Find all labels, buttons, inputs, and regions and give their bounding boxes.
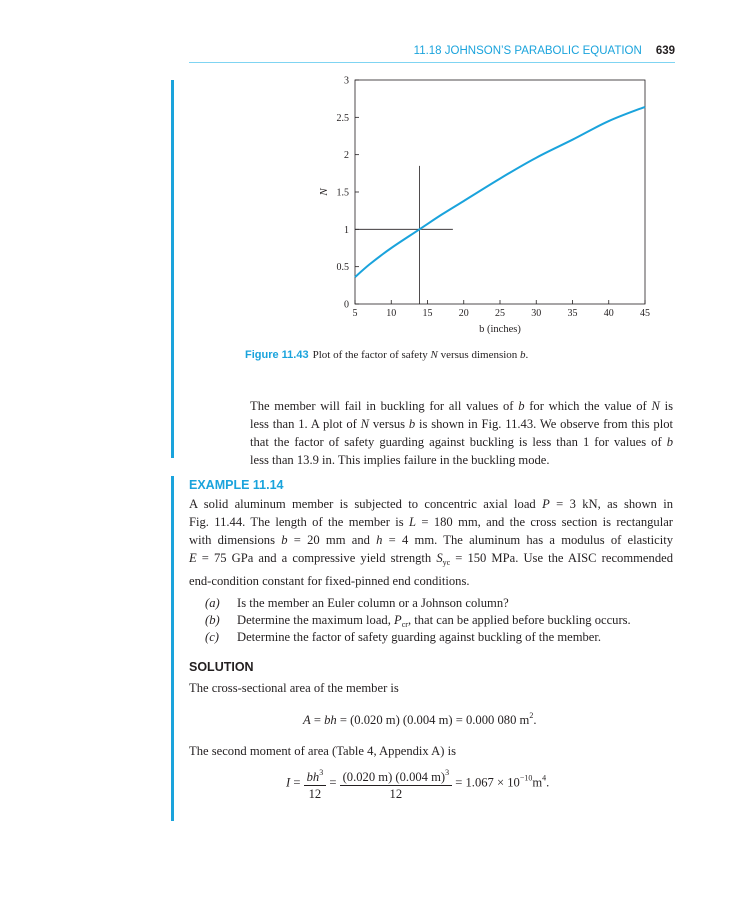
item-tag: (a) [205, 596, 220, 610]
item-tag: (b) [205, 613, 220, 627]
y-tick-label: 0 [344, 299, 349, 311]
solution-title: SOLUTION [189, 660, 254, 674]
figure-label: Figure 11.43 [245, 349, 309, 361]
paragraph-line: with dimensions b = 20 mm and h = 4 mm. The aluminum has a modulus of elasticity [189, 533, 674, 547]
page-number: 639 [655, 45, 675, 57]
paragraph-example-statement [189, 495, 673, 590]
figure-caption [245, 349, 528, 361]
solution-line-moment: The second moment of area (Table 4, Appendix A) is [189, 744, 457, 758]
paragraph-line: Fig. 11.44. The length of the member is L = 180 mm, and the cross section is rectangular [189, 515, 673, 529]
paragraph-line: A solid aluminum member is subjected to concentric axial load P = 3 kN, as shown in [189, 497, 673, 511]
item-text: Is the member an Euler column or a Johnson column? [237, 596, 509, 610]
y-tick-label: 1.5 [336, 187, 349, 199]
equation-moment: I = $\frac{bh^3}{12}$ = $\frac{(0.020 m) (0.004 m)^3}{12}$ = $1.067 \times 10^{-10}m^4$. [286, 765, 549, 802]
x-tick-label: 30 [531, 308, 542, 319]
paragraph-line: less than 1. A plot of N versus b is shown in Fig. 11.43. We observe from this plot [250, 417, 673, 431]
paragraph-line: less than 13.9 in. This implies failure in the buckling mode. [250, 453, 550, 467]
y-tick-label: 2 [344, 150, 349, 162]
x-tick-label: 45 [640, 308, 650, 319]
y-tick-label: 1 [344, 224, 349, 236]
section-title: 11.18 JOHNSON’S PARABOLIC EQUATION [413, 45, 642, 57]
item-text: Determine the maximum load, $P_{cr}$, that can be applied before buckling occurs. [237, 613, 631, 629]
x-tick-label: 35 [567, 308, 578, 319]
x-axis-label: b (inches) [479, 324, 521, 335]
equation-area: A = bh = (0.020 m) (0.004 m) = 0.000 080 $m^2$. [303, 711, 537, 727]
paragraph-line: that the factor of safety guarding against buckling is less than 1 for values of b [250, 435, 673, 449]
header-rule [189, 62, 675, 63]
list-item-b [205, 613, 631, 629]
x-tick-label: 10 [386, 308, 397, 319]
sidebar-bar-bottom [171, 476, 174, 821]
x-tick-label: 15 [422, 308, 433, 319]
example-title: EXAMPLE 11.14 [189, 478, 284, 492]
item-tag: (c) [205, 630, 219, 644]
list-item-a [205, 596, 509, 611]
plot-frame [355, 80, 645, 304]
x-tick-label: 20 [458, 308, 469, 319]
y-tick-label: 2.5 [336, 112, 349, 124]
x-tick-label: 25 [495, 308, 505, 319]
figure-caption-text: Plot of the factor of safety N versus dimension b. [312, 349, 529, 361]
paragraph-line: end-condition constant for fixed-pinned end conditions. [189, 574, 470, 588]
paragraph-line: The member will fail in buckling for all values of b for which the value of N is [250, 399, 673, 413]
paragraph-line: E = 75 GPa and a compressive yield strength $S_{yc} = 150$ MPa. Use the AISC recommended [189, 551, 674, 567]
y-axis-label: N [318, 188, 330, 196]
solution-line-area: The cross-sectional area of the member is [189, 681, 399, 695]
x-tick-label: 5 [352, 308, 358, 319]
series-line-N [355, 107, 645, 277]
y-tick-label: 0.5 [336, 262, 349, 274]
sidebar-bar-top [171, 80, 174, 458]
item-text: Determine the factor of safety guarding against buckling of the member. [237, 630, 602, 644]
y-tick-label: 3 [344, 75, 349, 87]
x-tick-label: 40 [603, 308, 614, 319]
list-item-c [205, 630, 601, 645]
factor-of-safety-chart [300, 70, 680, 340]
running-head [414, 45, 675, 57]
paragraph-buckling-result [250, 397, 673, 469]
